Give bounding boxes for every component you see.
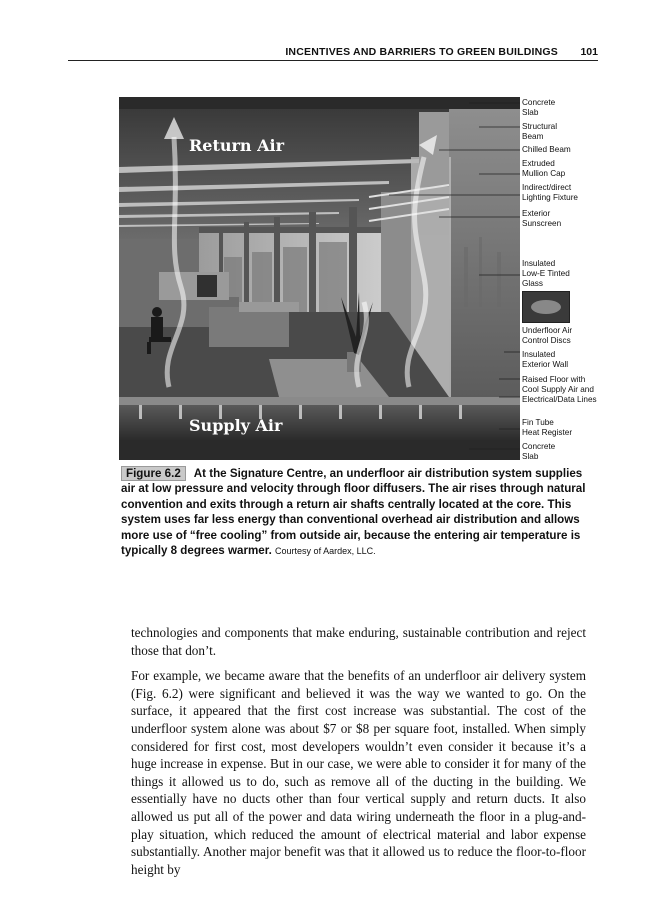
body-paragraph: technologies and components that make enduring, sustainable contribution and reject those that don’t. bbox=[131, 625, 586, 658]
control-disc-inset bbox=[522, 291, 570, 323]
top-slab bbox=[119, 97, 520, 109]
callout-concrete-slab-top: Concrete Slab bbox=[522, 98, 556, 117]
body-paragraph: For example, we became aware that the benefits of an underfloor air delivery system (Fig. 6.2) were significant and believed it was the way we wanted to go. On the surface, it appeared that the first cost increase was substantial. The cost of the underfloor system alone was about $7 or $8 per square foot, installed. When simply considered for first cost, most developers wouldn’t even consider it because it’s a huge increase in expense. But in our case, we were able to consider it for many of the things it allowed us to do, such as remove all of the ducting in the building. We essentially have no ducts other than four vertical supply and return ducts. It also allowed us put all of the power and data wiring underneath the floor in a plug-and-play situation, which reduced the amount of electrical material and labor expense substantially. Another major benefit was that it allowed us to reduce the floor-to-floor height by bbox=[131, 668, 586, 877]
callout-structural-beam: Structural Beam bbox=[522, 122, 558, 141]
callout-raised-floor: Raised Floor with Cool Supply Air and Electrical/Data Lines bbox=[522, 375, 597, 404]
caption-text: At the Signature Centre, an underfloor air distribution system supplies air at low pressure and velocity through floor diffusers. The air rises through natural convention and exits through a return air shafts centrally located at the core. This system uses far less energy than conventional overhead air distribution and allows more use of “free cooling” from outside air, because the entering air temperature is typically 8 degrees warmer. bbox=[121, 467, 586, 558]
callout-insulated-exterior-wall: Insulated Exterior Wall bbox=[522, 350, 569, 369]
callout-extruded-mullion-cap: Extruded Mullion Cap bbox=[522, 159, 566, 178]
callout-low-e-glass: Insulated Low-E Tinted Glass bbox=[522, 259, 570, 288]
callout-exterior-sunscreen: Exterior Sunscreen bbox=[522, 209, 562, 228]
figure-label: Figure 6.2 bbox=[121, 466, 186, 481]
figure-callouts bbox=[522, 97, 622, 463]
callout-concrete-slab-bottom: Concrete Slab bbox=[522, 442, 556, 461]
figure-caption bbox=[121, 466, 597, 559]
caption-credit: Courtesy of Aardex, LLC. bbox=[275, 546, 376, 557]
return-air-label: Return Air bbox=[189, 136, 285, 155]
callout-underfloor-air-control-discs: Underfloor Air Control Discs bbox=[522, 326, 573, 345]
running-header bbox=[68, 44, 598, 61]
exterior-view bbox=[449, 109, 520, 439]
body-text bbox=[131, 624, 586, 878]
bottom-slab bbox=[119, 440, 520, 460]
callout-chilled-beam: Chilled Beam bbox=[522, 145, 571, 154]
running-header-title: INCENTIVES AND BARRIERS TO GREEN BUILDINGS bbox=[285, 46, 558, 58]
raised-floor bbox=[119, 397, 520, 405]
building-section-illustration bbox=[119, 97, 520, 460]
page-number: 101 bbox=[580, 46, 598, 58]
illustration-drawing bbox=[119, 97, 520, 460]
supply-air-label: Supply Air bbox=[189, 416, 283, 435]
callout-lighting-fixture: Indirect/direct Lighting Fixture bbox=[522, 183, 578, 202]
callout-fin-tube-heat-register: Fin Tube Heat Register bbox=[522, 418, 573, 437]
